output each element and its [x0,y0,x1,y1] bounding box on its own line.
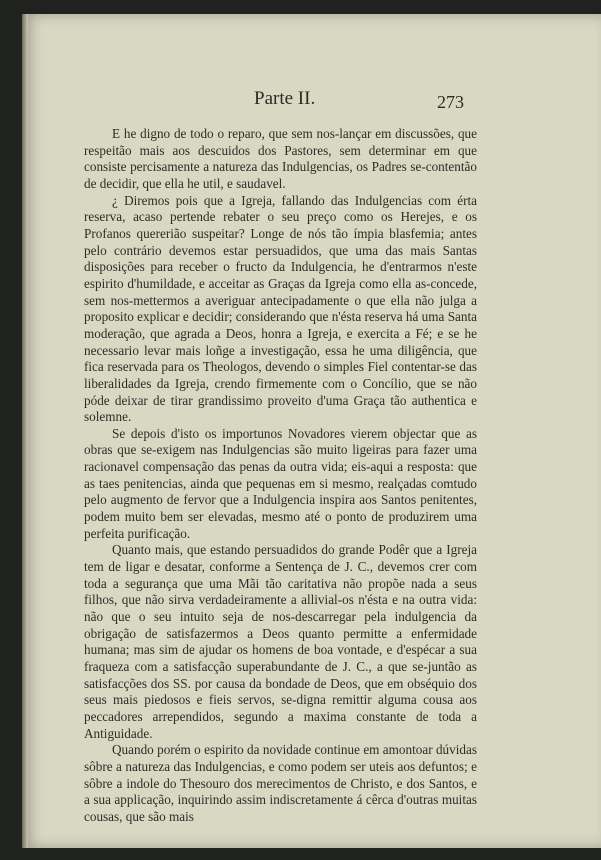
paragraph-4: Quanto mais, que estando persuadidos do grande Podêr que a Igreja tem de ligar e desatar, conforme a Sentença de J. C., devemos crer com toda a segurança que uma Mãi tão caritativa não propõe nada a seus filhos, que não sirva verdadeiramente a allivial-os n'ésta e na outra vida: não que o seu intuito seja de nos-descarregar pela indulgencia da obrigação de satisfazermos a Deos quanto permitte a enfermidade humana; mas sim de ajudar os homens de boa vontade, e d'espécar a sua fraqueza com a satisfacção superabundante de J. C., a que se-juntão as satisfacções dos SS. por causa da bondade de Deos, que em obséquio dos seus mais piedosos e fieis servos, se-digna remittir alguma cousa aos peccadores arrependidos, segundo a maxima constante de toda a Antiguidade. [84,542,477,741]
paragraph-2: ¿ Diremos pois que a Igreja, fallando das Indulgencias com érta reserva, acaso pertende rebater o seu preço como os Herejes, e os Profanos quererião suspeitar? Longe de nós tão ímpia blasfemia; antes pelo contrário devemos estar persuadidos, que uma das mais Santas disposições para receber o fructo da Indulgencia, he d'entrarmos n'este espirito d'humildade, e acceitar as Graças da Igreja como ella as-concede, sem nos-mettermos a averiguar antecipadamente o que ella não julga a proposito explicar e decidir; considerando que n'ésta reserva há uma Santa moderação, que agrada a Deos, honra a Igreja, e exercita a Fé; e se he necessario levar mais loñge a investigação, essa he uma diligência, que fica reservada para os Theologos, devendo o simples Fiel contentar-se das liberalidades da Igreja, crendo firmemente com o Concílio, que se não póde deixar de tirar grandissimo proveito d'uma Graça tão authentica e solemne. [84,192,477,425]
running-head: Parte II. [254,88,316,109]
page-header [22,88,601,116]
body-text [84,126,477,826]
page-gutter-shadow [22,14,28,848]
page-number: 273 [437,92,464,112]
book-page [22,14,601,848]
paragraph-1: E he digno de todo o reparo, que sem nos-lançar em discussões, que respeitão mais aos descuidos dos Pastores, sem determinar em que consiste percisamente a natureza das Indulgencias, os Padres se-contentão de decidir, que ella he util, e saudavel. [84,126,477,191]
paragraph-5: Quando porém o espirito da novidade continue em amontoar dúvidas sôbre a natureza das Indulgencias, e como podem ser uteis aos defuntos; e sôbre a indole do Thesouro dos merecimentos de Christo, e dos Santos, e a sua applicação, inquirindo assim indiscretamente á cêrca d'outras muitas cousas, que são mais [84,742,477,824]
paragraph-3: Se depois d'isto os importunos Novadores vierem objectar que as obras que se-exigem nas Indulgencias são muito ligeiras para fazer uma racionavel compensação das penas da outra vida; eis-aqui a resposta: que as taes penitencias, ainda que pequenas em si mesmo, realçadas comtudo pelo augmento de fervor que a Indulgencia inspira aos Santos penitentes, podem muito bem ser elevadas, mesmo até o ponto de produzirem uma perfeita purificação. [84,425,477,541]
